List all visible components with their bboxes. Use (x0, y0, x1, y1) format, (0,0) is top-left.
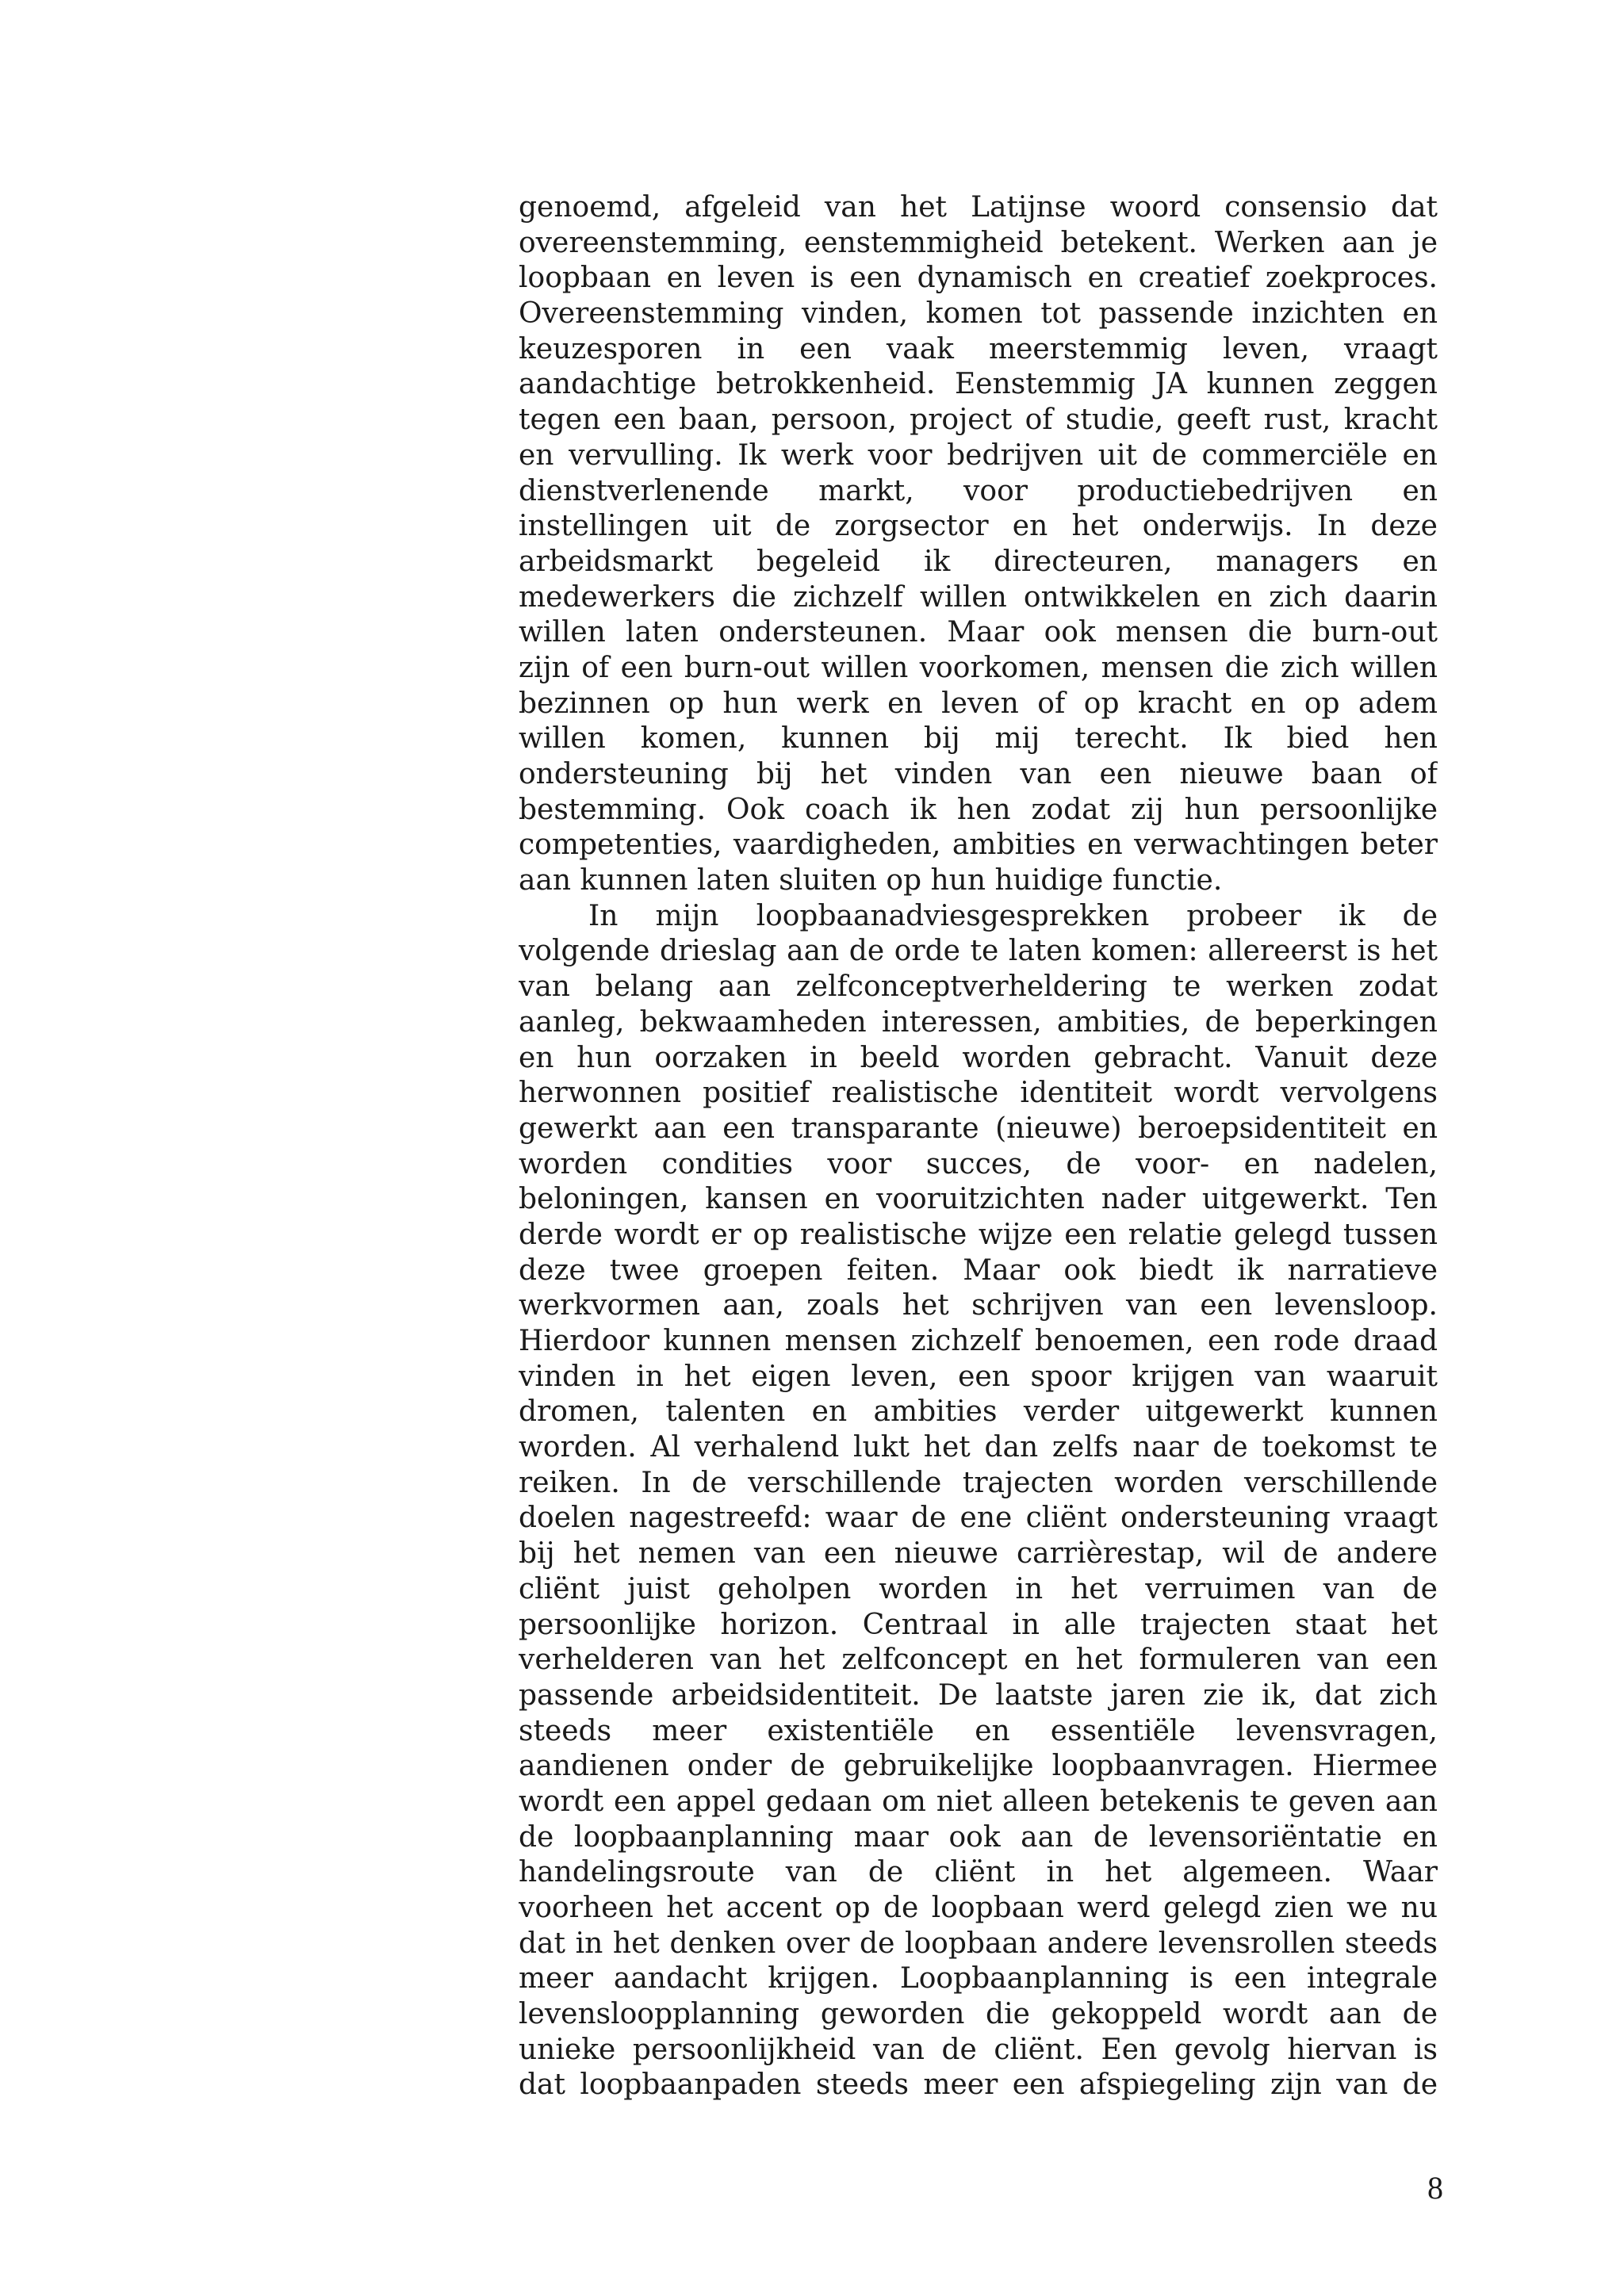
text-line: aandachtige betrokkenheid. Eenstemmig JA kunnen zeggen (519, 368, 1438, 401)
text-line: van belang aan zelfconceptverheldering te werken zodat (519, 970, 1438, 1004)
text-line: unieke persoonlijkheid van de cliënt. Een gevolg hiervan is (519, 2033, 1438, 2066)
text-line: bij het nemen van een nieuwe carrièrestap, wil de andere (519, 1537, 1438, 1571)
text-line: aanleg, bekwaamheden interessen, ambities, de beperkingen (519, 1005, 1438, 1039)
text-line: aan kunnen laten sluiten op hun huidige functie. (519, 864, 1223, 897)
text-line: wordt een appel gedaan om niet alleen betekenis te geven aan (519, 1785, 1438, 1818)
text-line: gewerkt aan een transparante (nieuwe) beroepsidentiteit en (519, 1112, 1438, 1145)
text-line: werkvormen aan, zoals het schrijven van een levensloop. (519, 1289, 1438, 1322)
text-line: genoemd, afgeleid van het Latijnse woord consensio dat (519, 191, 1438, 224)
text-line: medewerkers die zichzelf willen ontwikkelen en zich daarin (519, 580, 1438, 614)
text-line: ondersteuning bij het vinden van een nieuwe baan of (519, 758, 1438, 790)
text-line: zijn of een burn-out willen voorkomen, mensen die zich willen (519, 651, 1438, 684)
text-line: worden condities voor succes, de voor- en nadelen, (519, 1147, 1438, 1181)
text-line: vinden in het eigen leven, een spoor krijgen van waaruit (519, 1360, 1438, 1393)
text-line: dienstverlenende markt, voor productiebedrijven en (519, 474, 1438, 507)
text-line: bezinnen op hun werk en leven of op kracht en op adem (519, 687, 1438, 720)
text-line: cliënt juist geholpen worden in het verruimen van de (519, 1572, 1438, 1605)
text-line: overeenstemming, eenstemmigheid betekent. Werken aan je (519, 226, 1438, 259)
text-line: steeds meer existentiële en essentiële levensvragen, (519, 1714, 1438, 1747)
text-line: willen laten ondersteunen. Maar ook mensen die burn-out (519, 616, 1438, 649)
text-line: Overeenstemming vinden, komen tot passende inzichten en (519, 297, 1438, 331)
text-line: doelen nagestreefd: waar de ene cliënt ondersteuning vraagt (519, 1502, 1438, 1535)
text-line: loopbaan en leven is een dynamisch en creatief zoekproces. (519, 262, 1438, 295)
text-line: keuzesporen in een vaak meerstemmig leven, vraagt (519, 332, 1438, 365)
text-line: volgende drieslag aan de orde te laten komen: allereerst is het (519, 935, 1438, 968)
text-line: willen komen, kunnen bij mij terecht. Ik bied hen (519, 722, 1438, 756)
page-number: 8 (1427, 2170, 1443, 2206)
text-line: levensloopplanning geworden die gekoppeld wordt aan de (519, 1998, 1438, 2031)
body-text (519, 190, 1438, 2103)
text-line: deze twee groepen feiten. Maar ook biedt ik narratieve (519, 1253, 1438, 1287)
text-line: handelingsroute van de cliënt in het algemeen. Waar (519, 1856, 1438, 1889)
text-line: dat in het denken over de loopbaan andere levensrollen steeds (519, 1927, 1438, 1960)
text-line: derde wordt er op realistische wijze een relatie gelegd tussen (519, 1218, 1438, 1251)
text-line: bestemming. Ook coach ik hen zodat zij hun persoonlijke (519, 793, 1438, 826)
text-line: beloningen, kansen en vooruitzichten nader uitgewerkt. Ten (519, 1183, 1438, 1216)
text-line: persoonlijke horizon. Centraal in alle trajecten staat het (519, 1608, 1438, 1641)
text-line: Hierdoor kunnen mensen zichzelf benoemen, een rode draad (519, 1325, 1438, 1357)
text-line: verhelderen van het zelfconcept en het formuleren van een (519, 1644, 1438, 1677)
paragraph-2 (519, 899, 1438, 2103)
text-line: voorheen het accent op de loopbaan werd gelegd zien we nu (519, 1892, 1438, 1924)
text-line: meer aandacht krijgen. Loopbaanplanning is een integrale (519, 1962, 1438, 1996)
text-line: worden. Al verhalend lukt het dan zelfs naar de toekomst te (519, 1431, 1438, 1464)
text-line: In mijn loopbaanadviesgesprekken probeer ik de (588, 899, 1438, 932)
text-line: aandienen onder de gebruikelijke loopbaanvragen. Hiermee (519, 1750, 1438, 1783)
text-line: en vervulling. Ik werk voor bedrijven uit de commerciële en (519, 438, 1438, 472)
text-line: herwonnen positief realistische identiteit wordt vervolgens (519, 1077, 1438, 1110)
text-line: dromen, talenten en ambities verder uitgewerkt kunnen (519, 1395, 1438, 1429)
paragraph-1 (519, 190, 1438, 899)
text-line: instellingen uit de zorgsector en het onderwijs. In deze (519, 510, 1438, 543)
text-line: de loopbaanplanning maar ook aan de levensoriëntatie en (519, 1820, 1438, 1854)
text-line: en hun oorzaken in beeld worden gebracht. Vanuit deze (519, 1041, 1438, 1074)
text-line: dat loopbaanpaden steeds meer een afspiegeling zijn van de (519, 2068, 1438, 2102)
text-line: passende arbeidsidentiteit. De laatste jaren zie ik, dat zich (519, 1678, 1438, 1712)
text-line: reiken. In de verschillende trajecten worden verschillende (519, 1466, 1438, 1499)
text-line: competenties, vaardigheden, ambities en verwachtingen beter (519, 828, 1438, 862)
text-line: arbeidsmarkt begeleid ik directeuren, managers en (519, 545, 1438, 578)
text-line: tegen een baan, persoon, project of studie, geeft rust, kracht (519, 404, 1438, 437)
